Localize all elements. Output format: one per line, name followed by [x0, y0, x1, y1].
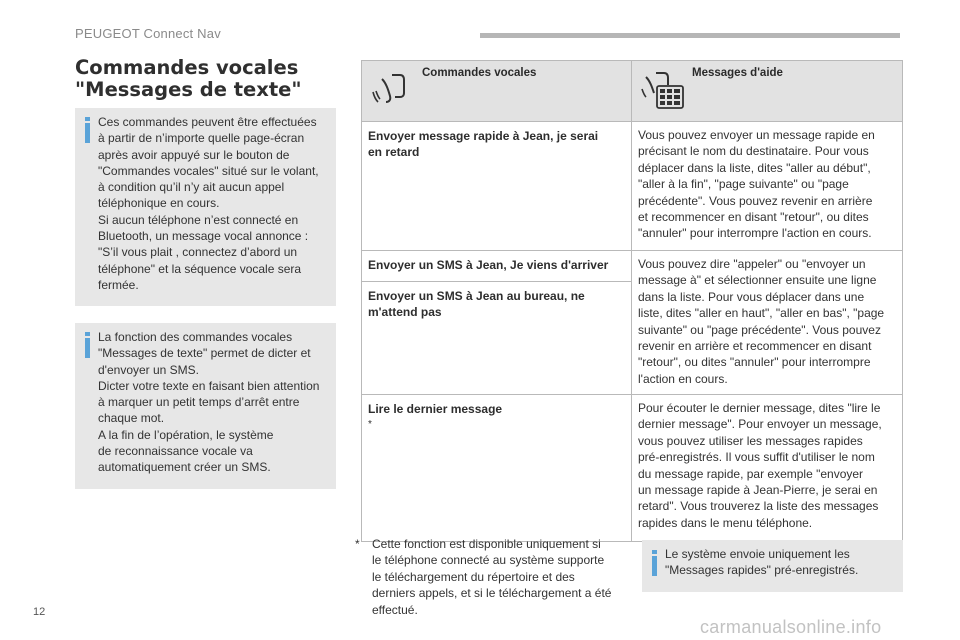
help-line: rapides dans le menu téléphone.	[638, 515, 813, 530]
info-box-voice-usage	[75, 108, 336, 306]
info-line: à partir de n’importe quelle page-écran	[98, 131, 305, 146]
table-header-commands-label: Commandes vocales	[422, 67, 537, 79]
header-title: PEUGEOT Connect Nav	[75, 26, 221, 41]
info-line: téléphone" et la séquence vocale sera	[98, 261, 302, 276]
help-line: l'action en cours.	[638, 371, 728, 386]
footnote-line: le téléchargement du répertoire et des	[372, 569, 575, 584]
command-line: m'attend pas	[368, 305, 442, 320]
info-line: "Messages rapides" pré-enregistrés.	[665, 563, 859, 578]
help-line: Vous pouvez dire "appeler" ou "envoyer un	[638, 257, 866, 271]
help-line: liste, dites "aller en haut", "aller en bas", "page	[638, 306, 885, 321]
help-line: vous pouvez utiliser les messages rapides	[638, 433, 863, 448]
command-cell	[362, 122, 632, 251]
info-box-text	[98, 114, 332, 293]
command-line: Envoyer un SMS à Jean, Je viens d'arriver	[368, 258, 609, 272]
help-messages-icon	[640, 69, 686, 113]
help-line: déplacer dans la liste, dites "aller au début",	[638, 160, 871, 175]
info-line: chaque mot.	[98, 411, 165, 426]
info-line: "S’il vous plait , connectez d’abord un	[98, 245, 298, 260]
help-line: précisant le nom du destinataire. Pour vous	[638, 144, 869, 159]
page-heading	[75, 57, 345, 101]
info-box-quick-messages	[642, 540, 903, 592]
info-line: à condition qu’il n’y ait aucun appel	[98, 180, 285, 195]
command-text: Lire le dernier message	[368, 402, 503, 416]
command-cell	[362, 251, 632, 282]
info-box-sms-dictation	[75, 323, 336, 489]
footnote-line: Cette fonction est disponible uniquement si	[372, 537, 601, 551]
info-box-text	[98, 329, 332, 476]
page-number: 12	[33, 606, 46, 618]
table-row	[362, 122, 903, 251]
page-heading-line-1: Commandes vocales	[75, 56, 299, 79]
help-line: et recommencer en disant "retour", ou dites	[638, 210, 869, 225]
help-cell	[632, 395, 903, 542]
footnote-line: le téléphone connecté au système supporte	[372, 553, 605, 568]
help-line: dans la liste. Pour vous déplacer dans une	[638, 289, 865, 304]
info-line: téléphonique en cours.	[98, 196, 220, 211]
help-cell	[632, 122, 903, 251]
page-heading-line-2: "Messages de texte"	[75, 78, 302, 101]
info-line: fermée.	[98, 277, 139, 292]
info-line: Si aucun téléphone n’est connecté en	[98, 212, 299, 227]
command-line	[368, 401, 623, 434]
command-cell	[362, 282, 632, 395]
help-line: suivante" ou "page précédente". Vous pouvez	[638, 322, 881, 337]
footnote-mark: *	[368, 419, 372, 431]
watermark: carmanualsonline.info	[700, 617, 882, 637]
info-line: à marquer un petit temps d’arrêt entre	[98, 395, 300, 410]
info-box-text	[665, 546, 899, 579]
help-line: précédente". Vous pouvez revenir en arrière	[638, 193, 873, 208]
help-line: dernier message". Pour envoyer un message,	[638, 417, 882, 432]
footnote-line: effectué.	[372, 602, 418, 617]
header-bar	[480, 33, 900, 38]
command-line: en retard	[368, 145, 420, 160]
command-line: Envoyer message rapide à Jean, je serai	[368, 129, 599, 143]
info-line: après avoir appuyé sur le bouton de	[98, 147, 290, 162]
help-line: message à" et sélectionner ensuite une ligne	[638, 273, 877, 288]
info-line: d'envoyer un SMS.	[98, 362, 200, 377]
help-line: "annuler" pour interrompre l'action en cours.	[638, 226, 872, 241]
help-line: retard". Vous trouverez la liste des messages	[638, 499, 879, 514]
help-line: "retour", ou dites "annuler" pour interrompre	[638, 355, 871, 370]
help-line: revenir en arrière et recommencer en disant	[638, 339, 872, 354]
help-cell	[632, 251, 903, 395]
table-row	[362, 395, 903, 542]
info-line: Dicter votre texte en faisant bien attention	[98, 378, 320, 393]
table-header-help-label: Messages d'aide	[692, 67, 783, 79]
help-line: Pour écouter le dernier message, dites "lire le	[638, 401, 881, 415]
table-header-row	[362, 61, 903, 122]
command-cell	[362, 395, 632, 542]
info-line: automatiquement créer un SMS.	[98, 460, 271, 475]
voice-command-icon	[370, 69, 410, 109]
info-line: de reconnaissance vocale va	[98, 444, 253, 459]
voice-commands-table	[361, 60, 903, 542]
help-line: un message rapide à Jean-Pierre, je serai en	[638, 483, 878, 498]
info-line: A la fin de l’opération, le système	[98, 427, 274, 442]
footnote-line: derniers appels, et si le téléchargement a été	[372, 586, 612, 601]
command-line: Envoyer un SMS à Jean au bureau, ne	[368, 289, 585, 303]
info-line: "Commandes vocales" situé sur le volant,	[98, 163, 319, 178]
info-line: Bluetooth, un message vocal annonce :	[98, 229, 309, 244]
info-line: "Messages de texte" permet de dicter et	[98, 346, 311, 361]
info-line: La fonction des commandes vocales	[98, 330, 293, 344]
help-line: "aller à la fin", "page suivante" ou "page	[638, 177, 849, 192]
footnote-star: *	[355, 537, 360, 551]
footnote-text	[372, 536, 634, 618]
table-header-help	[632, 61, 903, 122]
help-line: Vous pouvez envoyer un message rapide en	[638, 128, 875, 142]
help-line: pré-enregistrés. Il vous suffit d'utiliser le nom	[638, 450, 875, 465]
info-line: Ces commandes peuvent être effectuées	[98, 115, 317, 129]
table-row	[362, 251, 903, 282]
help-line: du message rapide, par exemple "envoyer	[638, 466, 864, 481]
info-line: Le système envoie uniquement les	[665, 547, 850, 561]
table-header-commands	[362, 61, 632, 122]
